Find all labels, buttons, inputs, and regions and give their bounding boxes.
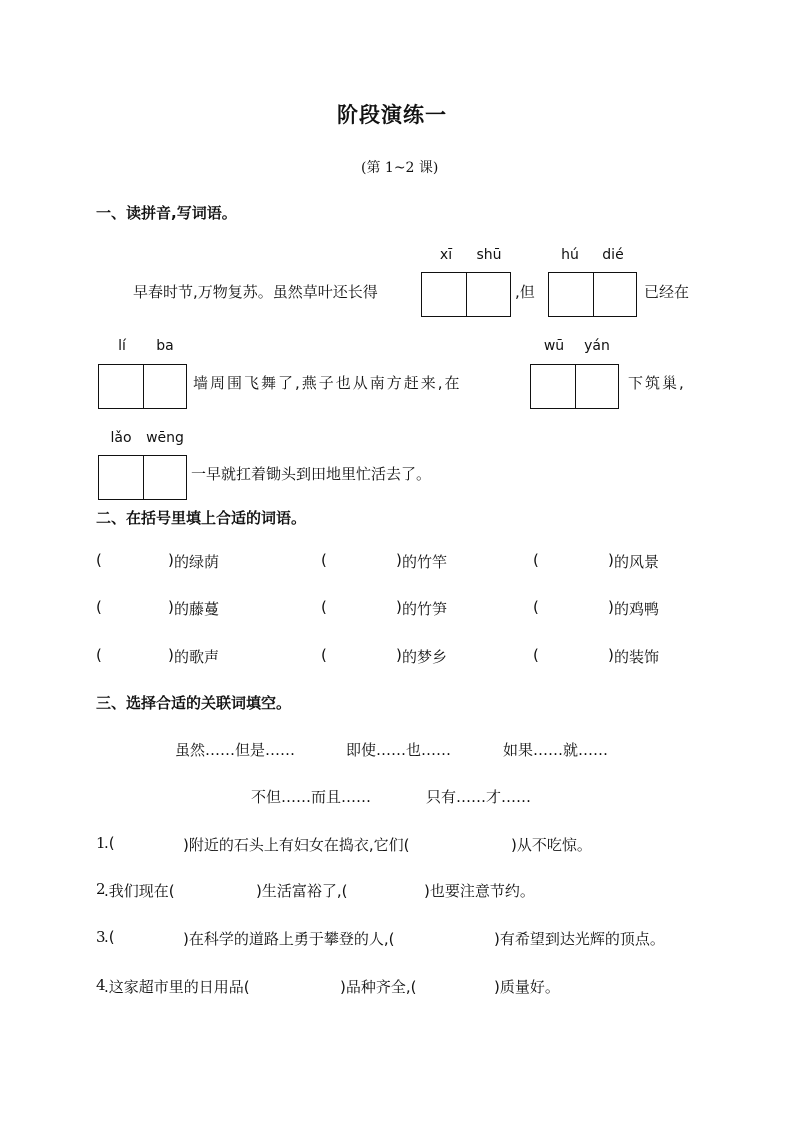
question-number: 3 — [96, 928, 106, 946]
answer-cell[interactable] — [531, 365, 575, 408]
answer-cell[interactable] — [466, 273, 511, 316]
pinyin-hu: hú — [561, 247, 579, 263]
answer-cell[interactable] — [143, 456, 188, 499]
fill-phrase: 的风景 — [614, 553, 660, 571]
question-number: 2 — [96, 880, 106, 898]
blank-close: ) — [168, 551, 174, 569]
fill-phrase: 的歌声 — [174, 648, 220, 666]
question-text-c: )也要注意节约。 — [424, 882, 535, 900]
fill-phrase: 的藤蔓 — [174, 600, 220, 618]
question-text-a: .( — [104, 928, 115, 946]
blank-open[interactable]: ( — [96, 598, 102, 616]
answer-box-wuyan[interactable] — [530, 364, 619, 409]
blank-close: ) — [396, 646, 402, 664]
answer-box-xishu[interactable] — [421, 272, 511, 317]
question-text-c: )有希望到达光辉的顶点。 — [494, 930, 665, 948]
blank-close: ) — [168, 598, 174, 616]
pinyin-weng: wēng — [146, 430, 184, 446]
answer-cell[interactable] — [422, 273, 466, 316]
blank-close: ) — [396, 598, 402, 616]
blank-open[interactable]: ( — [533, 646, 539, 664]
conjunction-option: 即使……也…… — [346, 741, 452, 759]
page-subtitle: (第 1~2 课) — [361, 160, 439, 176]
pinyin-ba: ba — [156, 338, 174, 354]
blank-open[interactable]: ( — [533, 551, 539, 569]
passage-text-2: ,但 — [515, 283, 535, 301]
pinyin-xi: xī — [439, 247, 453, 263]
conjunction-option: 不但……而且…… — [251, 788, 372, 806]
conjunction-option: 虽然……但是…… — [175, 741, 296, 759]
passage-text-6: 一早就扛着锄头到田地里忙活去了。 — [191, 465, 432, 483]
answer-box-laoweng[interactable] — [98, 455, 187, 500]
question-text-b: )在科学的道路上勇于攀登的人,( — [183, 930, 395, 948]
pinyin-die: dié — [602, 247, 624, 263]
fill-phrase: 的绿荫 — [174, 553, 220, 571]
passage-text-1: 早春时节,万物复苏。虽然草叶还长得 — [133, 283, 378, 301]
passage-text-5: 下筑巢, — [628, 374, 686, 392]
pinyin-wu: wū — [543, 338, 565, 354]
question-text-b: )附近的石头上有妇女在捣衣,它们( — [183, 836, 410, 854]
blank-open[interactable]: ( — [321, 646, 327, 664]
pinyin-li: lí — [118, 338, 126, 354]
question-text-b: )品种齐全,( — [340, 978, 417, 996]
section-3-heading: 三、选择合适的关联词填空。 — [96, 694, 292, 712]
question-text-c: )质量好。 — [494, 978, 560, 996]
answer-cell[interactable] — [549, 273, 593, 316]
blank-open[interactable]: ( — [321, 551, 327, 569]
blank-open[interactable]: ( — [533, 598, 539, 616]
question-number: 4 — [96, 976, 106, 994]
answer-box-hudie[interactable] — [548, 272, 637, 317]
blank-open[interactable]: ( — [96, 646, 102, 664]
fill-phrase: 的鸡鸭 — [614, 600, 660, 618]
blank-close: ) — [608, 551, 614, 569]
pinyin-shu: shū — [476, 247, 502, 263]
conjunction-option: 如果……就…… — [503, 741, 609, 759]
answer-cell[interactable] — [99, 365, 143, 408]
blank-open[interactable]: ( — [321, 598, 327, 616]
passage-text-4: 墙周围飞舞了,燕子也从南方赶来,在 — [193, 374, 462, 392]
page-title: 阶段演练一 — [337, 103, 447, 127]
blank-close: ) — [396, 551, 402, 569]
question-text-a: .我们现在( — [104, 882, 175, 900]
fill-phrase: 的梦乡 — [402, 648, 448, 666]
answer-cell[interactable] — [143, 365, 188, 408]
fill-phrase: 的竹竿 — [402, 553, 448, 571]
answer-box-liba[interactable] — [98, 364, 187, 409]
conjunction-option: 只有……才…… — [426, 788, 532, 806]
answer-cell[interactable] — [99, 456, 143, 499]
question-text-a: .这家超市里的日用品( — [104, 978, 250, 996]
section-1-heading: 一、读拼音,写词语。 — [96, 204, 237, 222]
fill-phrase: 的装饰 — [614, 648, 660, 666]
blank-open[interactable]: ( — [96, 551, 102, 569]
pinyin-lao: lǎo — [110, 430, 132, 446]
blank-close: ) — [168, 646, 174, 664]
answer-cell[interactable] — [575, 365, 620, 408]
answer-cell[interactable] — [593, 273, 638, 316]
question-number: 1 — [96, 834, 106, 852]
blank-close: ) — [608, 646, 614, 664]
question-text-c: )从不吃惊。 — [511, 836, 592, 854]
pinyin-yan: yán — [584, 338, 610, 354]
fill-phrase: 的竹笋 — [402, 600, 448, 618]
blank-close: ) — [608, 598, 614, 616]
question-text-a: .( — [104, 834, 115, 852]
section-2-heading: 二、在括号里填上合适的词语。 — [96, 509, 307, 527]
passage-text-3: 已经在 — [644, 283, 690, 301]
question-text-b: )生活富裕了,( — [256, 882, 348, 900]
